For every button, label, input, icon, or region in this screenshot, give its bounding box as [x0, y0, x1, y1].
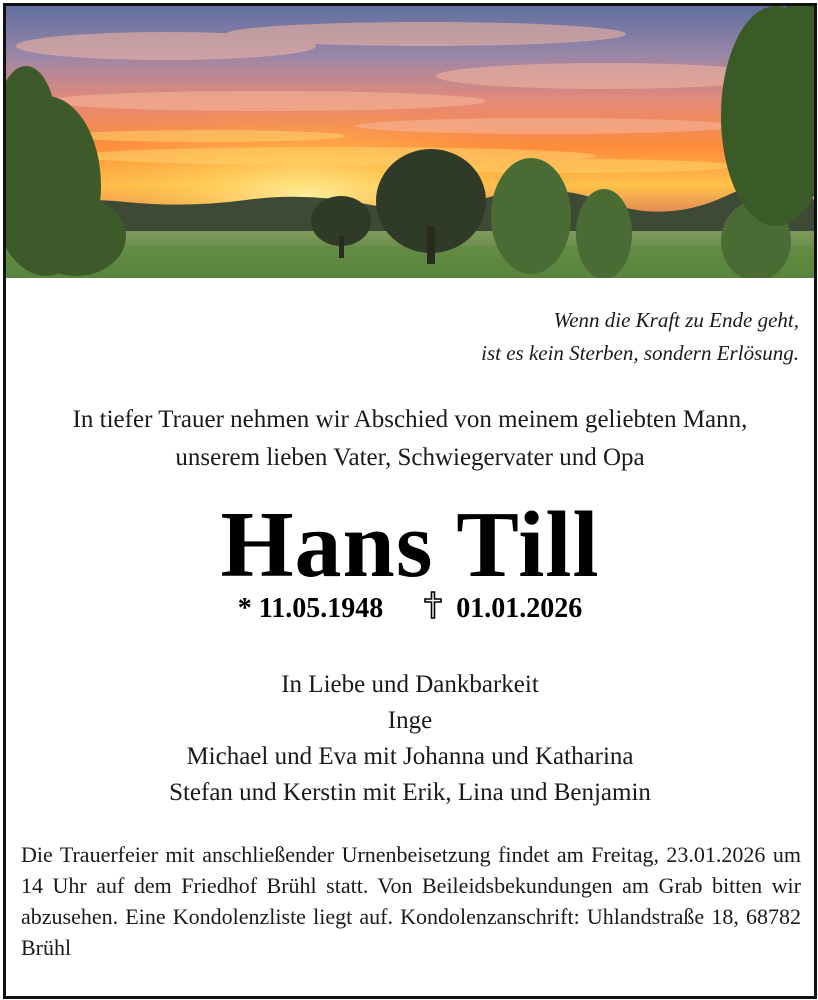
intro-line-1: In tiefer Trauer nehmen wir Abschied von meinem geliebten Mann, — [72, 406, 748, 433]
birth-date: 11.05.1948 — [258, 593, 384, 624]
birth-symbol: * — [237, 593, 252, 624]
obituary-card — [3, 3, 817, 999]
cross-icon — [423, 591, 443, 629]
mourner-line: Stefan und Kerstin mit Erik, Lina und Benjamin — [169, 779, 651, 806]
mourners-heading: In Liebe und Dankbarkeit — [281, 671, 539, 698]
intro-line-2: unserem lieben Vater, Schwiegervater und Opa — [175, 444, 645, 471]
mourner-line: Inge — [387, 707, 433, 734]
death-date: 01.01.2026 — [456, 593, 583, 624]
funeral-notice: Die Trauerfeier mit anschließender Urnenbeisetzung findet am Freitag, 23.01.2026 um 14 Uhr auf dem Friedhof Brühl statt. Von Beileidsbekundungen am Grab bitten wir abzusehen. Eine Kondolenzliste liegt auf. Kondolenzanschrift: Uhlandstraße 18, 68782 Brühl — [21, 842, 801, 960]
deceased-name: Hans Till — [220, 493, 600, 597]
sunset-landscape-photo — [6, 6, 814, 278]
memorial-quote — [481, 304, 799, 370]
mourner-line: Michael und Eva mit Johanna und Katharina — [186, 743, 634, 770]
mourning-announcement — [6, 401, 814, 477]
mourners-list — [6, 667, 814, 811]
quote-line-2: ist es kein Sterben, sondern Erlösung. — [481, 341, 799, 365]
quote-line-1: Wenn die Kraft zu Ende geht, — [553, 308, 799, 332]
life-dates — [6, 591, 814, 629]
